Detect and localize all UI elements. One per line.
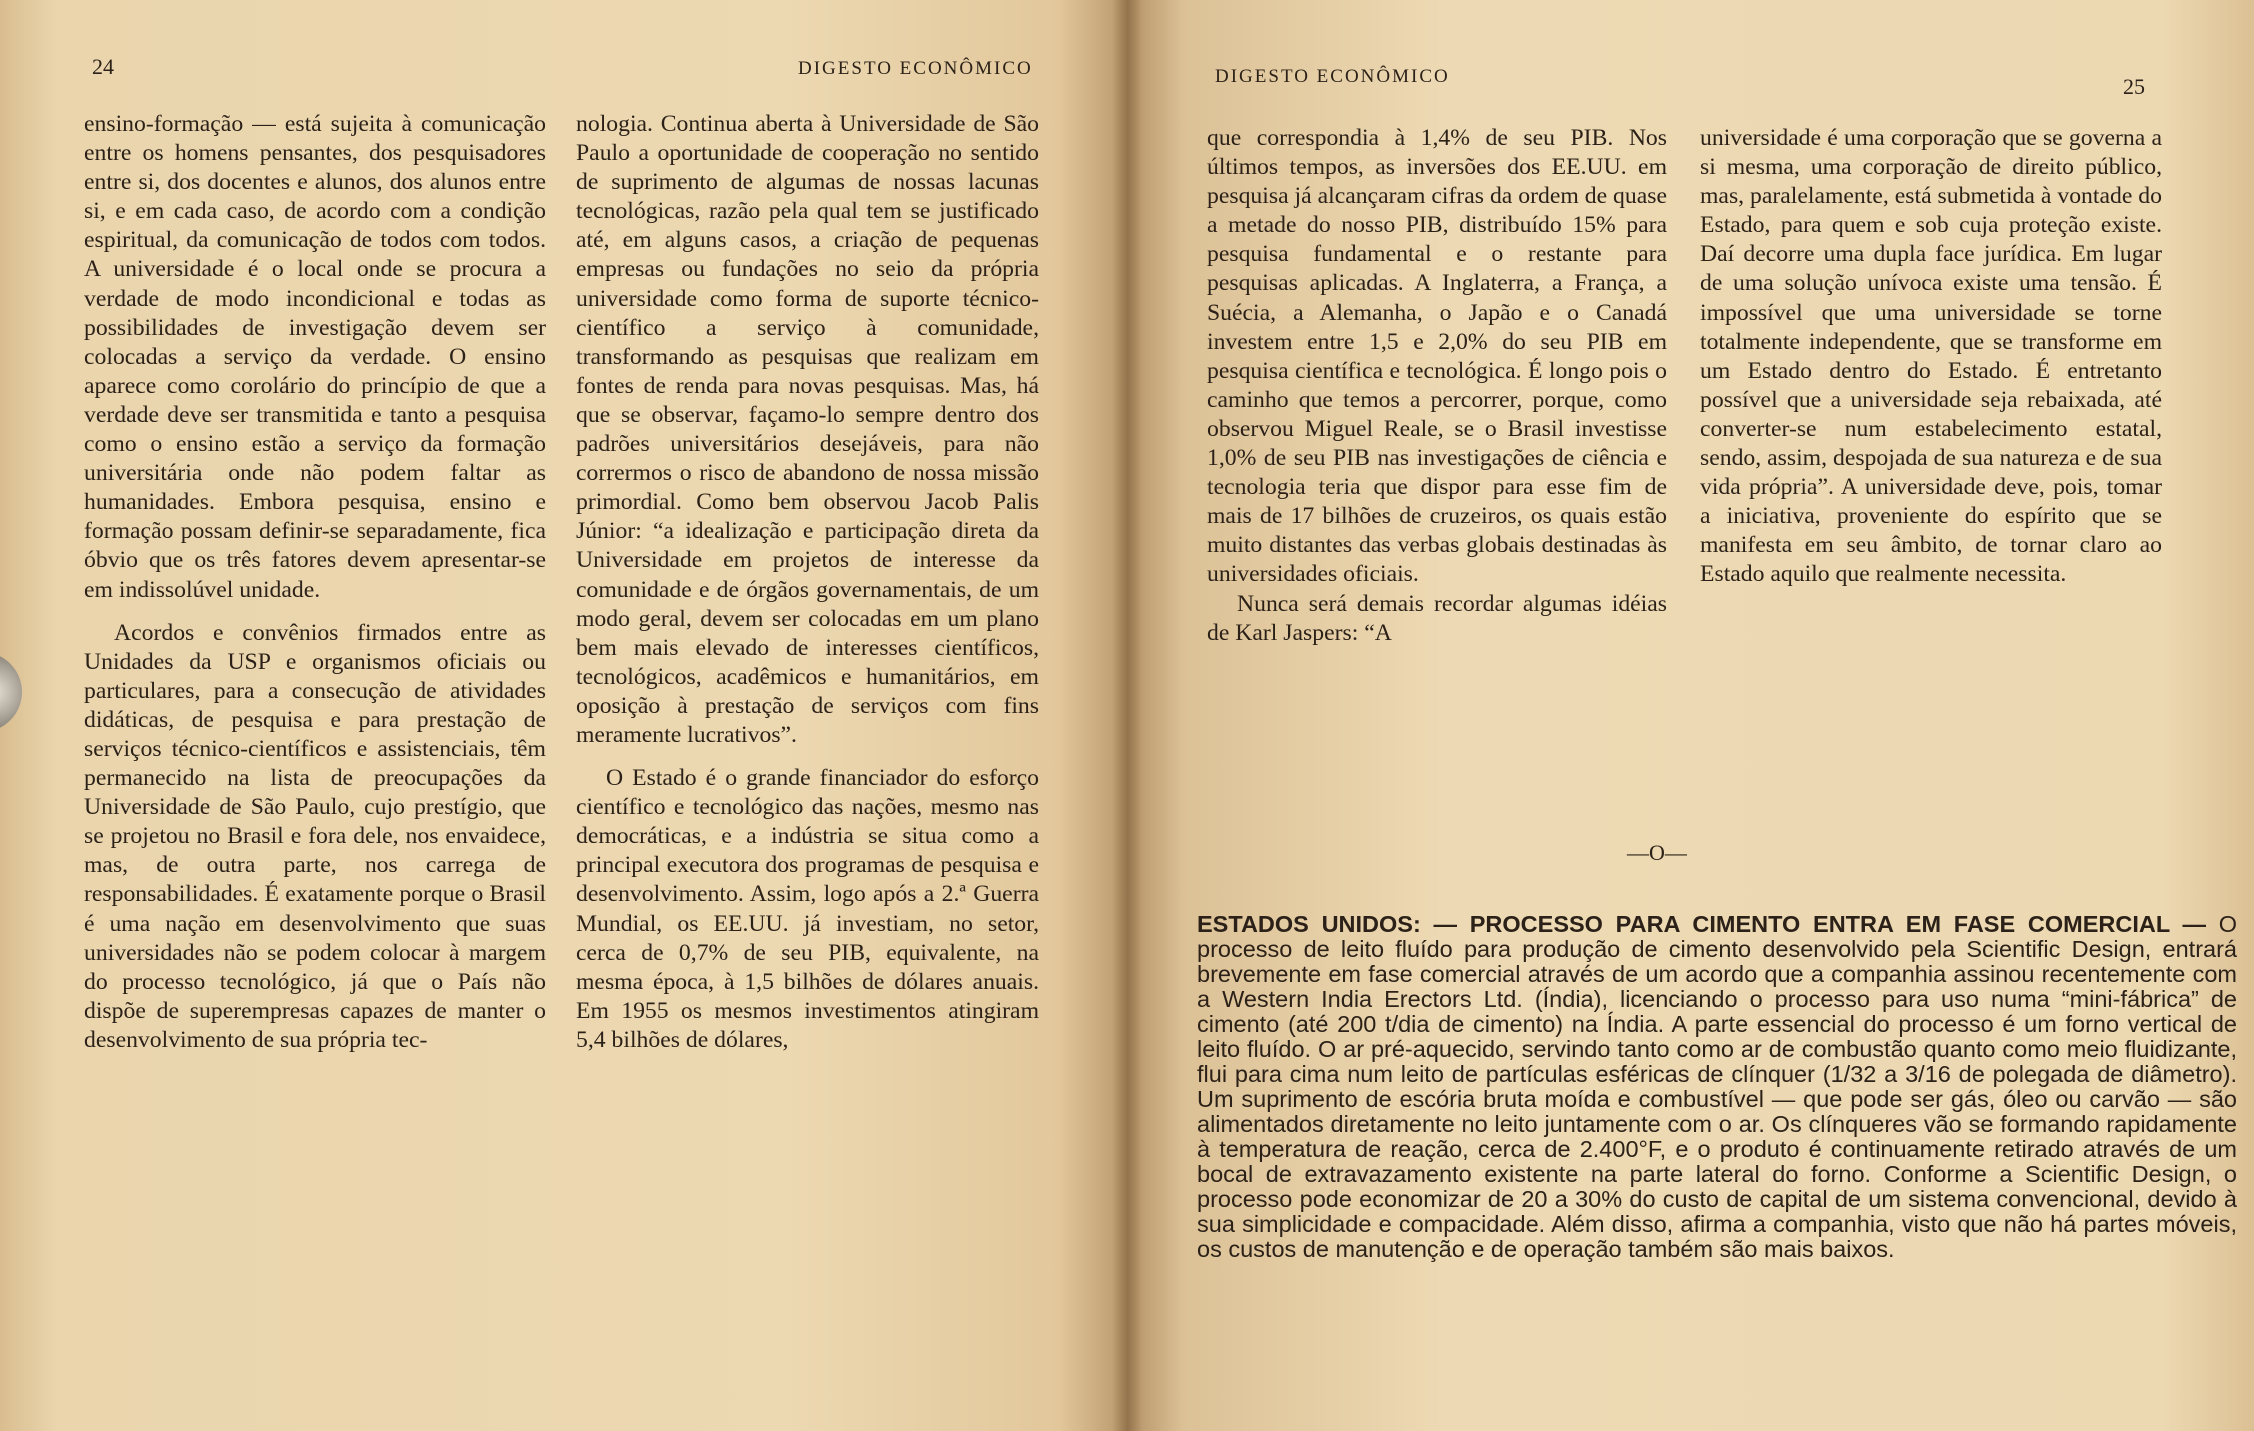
section-separator: —O—	[1627, 840, 1687, 865]
paragraph: universidade é uma corporação que se governa a si mesma, uma corporação de direito público, mas, paralelamente, está submetida à vontade do Estado, para quem e sob cuja proteção existe. Daí decorre uma dupla face jurídica. Em lugar de uma solução unívoca existe uma tensão. É impossível que uma universidade se torne totalmente independente, que se transforme em um Estado dentro do Estado. É entretanto possível que a universidade seja rebaixada, até converter-se num estabelecimento estatal, sendo, assim, despojada de sua natureza e de sua vida própria”. A universidade deve, pois, tomar a iniciativa, proveniente do espírito que se manifesta em seu âmbito, de tornar claro ao Estado aquilo que realmente necessita.	[1700, 125, 2162, 588]
paragraph: Nunca será demais recordar algumas idéias de Karl Jaspers: “A	[1207, 590, 1667, 646]
paragraph: que correspondia à 1,4% de seu PIB. Nos últimos tempos, as inversões dos EE.UU. em pesquisa já alcançaram cifras da ordem de quase a metade do nosso PIB, distribuído 15% para pesquisa fundamental e o restante para pesquisas aplicadas. A Inglaterra, a França, a Suécia, a Alemanha, o Japão e o Canadá investem entre 1,5 e 2,0% do seu PIB em pesquisa científica e tecnológica. É longo pois o caminho que temos a percorrer, porque, como observou Miguel Reale, se o Brasil investisse 1,0% de seu PIB nas investigações de ciência e tecnologia teria que dispor para esse fim de mais de 17 bilhões de cruzeiros, os quais estão muito distantes das verbas globais destinadas às universidades oficiais.	[1207, 125, 1667, 588]
paragraph: nologia. Continua aberta à Universidade de São Paulo a oportunidade de cooperação no sentido de suprimento de algumas de nossas lacunas tecnológicas, razão pela qual tem se justificado até, em alguns casos, a criação de pequenas empresas ou fundações no seio da própria universidade como forma de suporte técnico-científico a serviço à comunidade, transformando as pesquisas que realizam em fontes de renda para novas pesquisas. Mas, há que se observar, façamo-lo sempre dentro dos padrões universitários desejáveis, para não corrermos o risco de abandono de nossa missão primordial. Como bem observou Jacob Palis Júnior: “a idealização e participação direta da Universidade em projetos de interesse da comunidade e de órgãos governamentais, de um modo geral, devem ser colocadas em um plano bem mais elevado de interesses científicos, tecnológicos, acadêmicos e humanitários, em oposição à prestação de serviços com fins meramente lucrativos”.	[576, 111, 1039, 748]
news-item	[1197, 912, 2237, 1262]
page-number-left: 24	[92, 54, 114, 79]
left-column-2	[576, 110, 1039, 1055]
right-page	[1127, 0, 2254, 1431]
news-body: O processo de leito fluído para produção de cimento desenvolvido pela Scientific Design, entrará brevemente em fase comercial através de um acordo que a companhia assinou recentemente com a Western India Erectors Ltd. (Índia), licenciando o processo para uso numa “mini-fábrica” de cimento (até 200 t/dia de cimento) na Índia. A parte essencial do processo é um forno vertical de leito fluído. O ar pré-aquecido, servindo tanto como ar de combustão quanto como meio fluidizante, flui para cima num leito de partículas esféricas de clínquer (1/32 a 3/16 de polegada de diâmetro). Um suprimento de escória bruta moída e combustível — que pode ser gás, óleo ou carvão — são alimentados diretamente no leito juntamente com o ar. Os clínqueres vão se formando rapidamente à temperatura de reação, cerca de 2.400°F, e o produto é continuamente retirado através de um bocal de extravazamento existente na parte lateral do forno. Conforme a Scientific Design, o processo pode economizar de 20 a 30% do custo de capital de um sistema convencional, devido à sua simplicidade e compacidade. Além disso, afirma a companhia, visto que não há partes móveis, os custos de manutenção e de operação também são mais baixos.	[1197, 911, 2237, 1262]
right-column-1	[1207, 124, 1667, 648]
running-header-left: DIGESTO ECONÔMICO	[798, 58, 1033, 79]
binding-hole	[0, 652, 22, 732]
left-column-1	[84, 110, 546, 1055]
page-number-right: 25	[2123, 74, 2145, 99]
book-spine	[1112, 0, 1142, 1431]
running-header-right: DIGESTO ECONÔMICO	[1215, 66, 1450, 87]
paragraph: Acordos e convênios firmados entre as Unidades da USP e organismos oficiais ou particulares, para a consecução de atividades didáticas, de pesquisa e para prestação de serviços técnico-científicos e assistenciais, têm permanecido na lista de preocupações da Universidade de São Paulo, cujo prestígio, que se projetou no Brasil e fora dele, nos envaidece, mas, de outra parte, nos carrega de responsabilidades. É exatamente porque o Brasil é uma nação em desenvolvimento que suas universidades não se podem colocar à margem do processo tecnológico, já que o País não dispõe de superempresas capazes de manter o desenvolvimento de sua própria tec-	[84, 619, 546, 1053]
paragraph: ensino-formação — está sujeita à comunicação entre os homens pensantes, dos pesquisadores entre si, dos docentes e alunos, dos alunos entre si, e em cada caso, de acordo com a condição espiritual, da comunicação de todos com todos. A universidade é o local onde se procura a verdade de modo incondicional e todas as possibilidades de investigação devem ser colocadas a serviço da verdade. O ensino aparece como corolário do princípio de que a verdade deve ser transmitida e tanto a pesquisa como o ensino estão a serviço da formação universitária onde não podem faltar as humanidades. Embora pesquisa, ensino e formação possam definir-se separadamente, fica óbvio que os três fatores devem apresentar-se em indissolúvel unidade.	[84, 111, 546, 603]
right-column-2	[1700, 124, 2162, 590]
news-headline: ESTADOS UNIDOS: — PROCESSO PARA CIMENTO ENTRA EM FASE COMERCIAL —	[1197, 911, 2206, 937]
paragraph: O Estado é o grande financiador do esforço científico e tecnológico das nações, mesmo nas democráticas, e a indústria se situa como a principal executora dos programas de pesquisa e desenvolvimento. Assim, logo após a 2.ª Guerra Mundial, os EE.UU. já investiam, no setor, cerca de 0,7% de seu PIB, equivalente, na mesma época, à 1,5 bilhões de dólares anuais. Em 1955 os mesmos investimentos atingiram 5,4 bilhões de dólares,	[576, 765, 1039, 1053]
